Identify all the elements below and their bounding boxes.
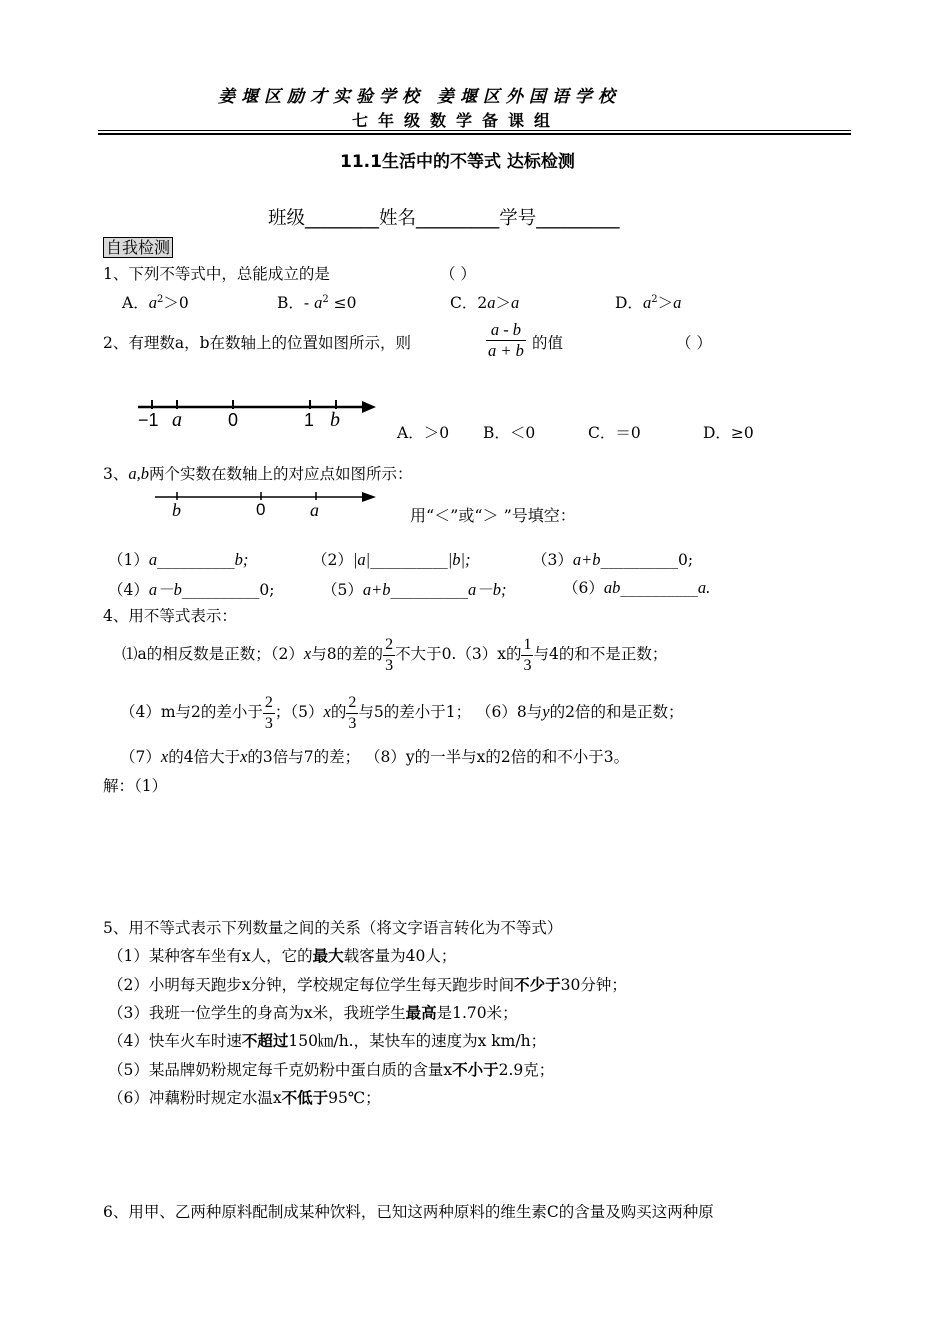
text: （6）冲藕粉时规定水温x — [108, 1089, 282, 1107]
right-expr: 0; — [678, 551, 694, 569]
var-x: x — [323, 702, 331, 721]
answer-blank[interactable]: __________ — [370, 551, 448, 569]
q4-line-2 — [120, 692, 683, 734]
q3-item-3 — [532, 548, 693, 570]
text: （2）小明每天跑步x分钟，学校规定每位学生每天跑步时间 — [108, 976, 515, 994]
axis-label-a: a — [172, 409, 182, 431]
fraction-numerator: a - b — [486, 320, 526, 341]
item-number: （2） — [312, 551, 353, 569]
left-expr: a — [148, 550, 158, 569]
right-expr: b; — [234, 550, 249, 569]
section-label — [103, 235, 173, 258]
right-expr: |b|; — [447, 550, 471, 569]
text: （1）某种客车坐有x人，它的 — [108, 947, 313, 965]
denominator: 3 — [264, 714, 273, 732]
q3-item-2 — [312, 548, 471, 570]
text: 的 — [330, 703, 347, 721]
right-expr: a－b; — [468, 580, 507, 599]
text: 载客量为40人； — [343, 947, 457, 965]
header-rule-thick — [98, 133, 851, 135]
q2-option-b: B．＜0 — [483, 424, 536, 442]
item-number: （5） — [322, 581, 363, 599]
left-expr: a+b — [572, 550, 601, 569]
q2-option-a: A．＞0 — [397, 424, 450, 442]
q1-option-d — [615, 291, 681, 313]
q2-option-c: C．＝0 — [588, 424, 641, 442]
emphasis: 不少于 — [514, 976, 561, 994]
text: （5）某品牌奶粉规定每千克奶粉中蛋白质的含量x — [108, 1061, 453, 1079]
left-expr: ab — [603, 578, 621, 597]
numerator: 2 — [263, 693, 275, 714]
var-a: a — [642, 293, 652, 312]
item-number: （1） — [108, 551, 149, 569]
q3-item-4 — [108, 576, 274, 600]
student-info-line: 班级________姓名_________学号_________ — [268, 208, 620, 229]
text: 150㎞/h.，某快车的速度为x km/h； — [288, 1032, 547, 1050]
axis-label-zero: 0 — [228, 410, 239, 430]
axis-label-zero: 0 — [256, 500, 266, 519]
q1-option-a — [122, 291, 189, 313]
arrow-head — [362, 492, 376, 502]
text: 与4的和不是正数； — [533, 645, 668, 663]
answer-blank[interactable]: __________ — [620, 579, 698, 597]
text: 的2倍的和是正数； — [549, 703, 684, 721]
right-expr: 0; — [259, 581, 275, 599]
item-number: （6） — [563, 579, 604, 597]
text: 30分钟； — [560, 976, 627, 994]
var-x: x — [240, 747, 248, 766]
option-b-prefix: B． — [277, 294, 304, 312]
text: 不大于0.（3）x的 — [395, 645, 522, 663]
left-expr: a－b — [148, 580, 182, 599]
answer-blank[interactable]: __________ — [600, 551, 679, 569]
q5-stem: 5、用不等式表示下列数量之间的关系（将文字语言转化为不等式） — [103, 919, 563, 937]
fraction-two-thirds — [383, 635, 395, 676]
text: 与5的差小于1； （6）8与 — [358, 703, 543, 721]
q2-tail: 的值 — [532, 334, 564, 352]
q4-answer-start[interactable]: 解：（1） — [103, 777, 168, 795]
q3-vars: a,b — [128, 464, 149, 483]
answer-blank[interactable]: __________ — [181, 581, 260, 599]
axis-label-b: b — [330, 409, 340, 431]
axis-label-a: a — [310, 500, 319, 520]
q5-item-1 — [108, 944, 456, 966]
q3-fill-hint: 用“＜”或“＞ ”号填空： — [410, 506, 576, 525]
header-rule-thin — [98, 130, 851, 131]
text: 的3倍与7的差； （8）y的一半与x的2倍的和不小于3。 — [247, 748, 630, 766]
q3-stem-text: 两个实数在数轴上的对应点如图所示： — [149, 465, 413, 483]
relation: ≤0 — [333, 294, 357, 312]
q2-number-line — [130, 395, 380, 435]
emphasis: 最大 — [312, 947, 344, 965]
section-label-text: 自我检测 — [103, 237, 173, 258]
text: 的4倍大于 — [168, 748, 241, 766]
text: 与8的差的 — [311, 645, 384, 663]
option-a-prefix: A． — [122, 294, 149, 312]
q5-item-6 — [108, 1086, 381, 1108]
page-title: 11.1生活中的不等式 达标检测 — [340, 152, 575, 172]
exponent: 2 — [156, 293, 164, 305]
q2-stem: 2、有理数a，b在数轴上的位置如图所示，则 — [103, 334, 412, 352]
item-number: （4） — [108, 581, 149, 599]
var-x: x — [160, 747, 169, 766]
emphasis: 最高 — [405, 1004, 437, 1022]
q1-option-c — [450, 291, 519, 313]
var-a: a — [673, 293, 682, 312]
left-expr: |a| — [352, 550, 371, 569]
denominator: 3 — [523, 656, 532, 674]
axis-label-one: 1 — [304, 410, 315, 430]
exponent: 2 — [322, 293, 329, 305]
q3-item-6 — [563, 576, 710, 598]
var-a: a — [314, 293, 323, 312]
q2-fraction — [486, 320, 526, 361]
item-number: （3） — [532, 551, 573, 569]
numerator: 2 — [383, 635, 395, 656]
q1-answer-paren: （ ） — [440, 265, 476, 283]
q5-item-5 — [108, 1058, 554, 1080]
text: 95℃； — [328, 1089, 381, 1107]
relation: ＞0 — [163, 294, 189, 312]
var-y: y — [542, 702, 550, 721]
text: 2.9克； — [498, 1061, 555, 1079]
right-expr: a. — [697, 578, 711, 597]
numerator: 2 — [346, 693, 358, 714]
q1-stem: 1、下列不等式中，总能成立的是 — [103, 265, 330, 283]
q4-stem: 4、用不等式表示： — [103, 607, 237, 625]
answer-blank[interactable]: __________ — [157, 551, 235, 569]
q2-answer-paren: （ ） — [676, 334, 712, 352]
option-c-prefix: C．2 — [450, 294, 488, 312]
q3-item-5 — [322, 576, 507, 600]
prep-group: 七年级数学备课组 — [352, 111, 561, 130]
relation: ＞ — [495, 294, 511, 312]
fraction-one-third — [521, 635, 533, 676]
text: （4）m与2的差小于 — [120, 703, 263, 721]
text: 是1.70米； — [436, 1004, 518, 1022]
q5-item-3 — [108, 1001, 518, 1023]
answer-blank[interactable]: __________ — [390, 581, 469, 599]
text: （3）我班一位学生的身高为x米，我班学生 — [108, 1004, 406, 1022]
var-a: a — [511, 293, 520, 312]
numerator: 1 — [521, 635, 533, 656]
emphasis: 不小于 — [452, 1061, 499, 1079]
fraction-two-thirds — [263, 693, 275, 734]
axis-label-b: b — [172, 500, 181, 520]
q3-stem: 3、a,b两个实数在数轴上的对应点如图所示： — [103, 464, 413, 483]
q6-stem: 6、用甲、乙两种原料配制成某种饮料，已知这两种原料的维生素C的含量及购买这两种原 — [103, 1203, 714, 1221]
q4-line-3 — [120, 745, 629, 767]
exponent: 2 — [651, 293, 658, 305]
text: ⑴a的相反数是正数；（2） — [122, 645, 304, 663]
q1-option-b — [277, 291, 357, 313]
minus-sign: - — [303, 294, 310, 312]
text: （7） — [120, 748, 161, 766]
left-expr: a+b — [362, 580, 391, 599]
emphasis: 不低于 — [281, 1089, 329, 1107]
arrow-head — [362, 401, 376, 413]
axis-label-minus-one: −1 — [138, 410, 159, 430]
denominator: 3 — [348, 714, 357, 732]
denominator: 3 — [385, 656, 394, 674]
var-x: x — [303, 644, 312, 663]
text: （4）快车火车时速 — [108, 1032, 242, 1050]
q2-option-d: D．≥0 — [703, 424, 754, 442]
fraction-denominator: a + b — [488, 341, 524, 360]
relation: ＞ — [657, 294, 674, 312]
text: ；（5） — [274, 703, 324, 721]
q3-item-1 — [108, 548, 248, 570]
q5-item-2 — [108, 973, 627, 995]
emphasis: 不超过 — [241, 1032, 289, 1050]
school-names: 姜堰区励才实验学校 姜堰区外国语学校 — [218, 87, 621, 107]
var-a: a — [148, 293, 157, 312]
fraction-two-thirds — [346, 693, 358, 734]
option-d-prefix: D． — [615, 294, 643, 312]
var-a: a — [487, 293, 496, 312]
q5-item-4 — [108, 1029, 546, 1051]
q4-line-1 — [122, 634, 667, 676]
